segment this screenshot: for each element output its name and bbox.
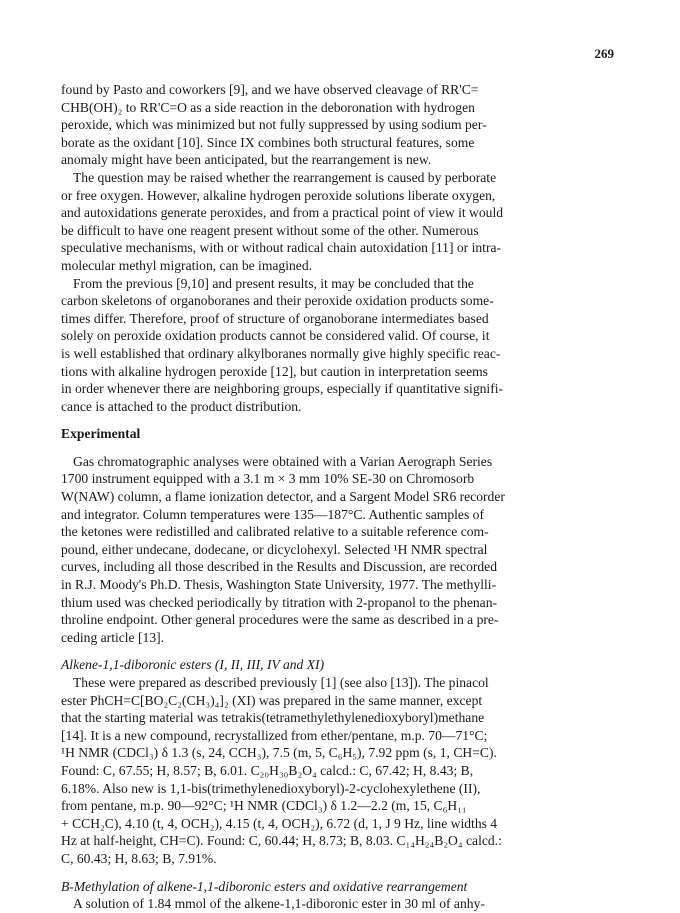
text-line: pound, either undecane, dodecane, or dicyclohexyl. Selected ¹H NMR spectral: [61, 541, 488, 557]
subheading-b-methylation: B-Methylation of alkene-1,1-diboronic esters and oxidative rearrangement: [61, 878, 468, 894]
text-line: anomaly might have been anticipated, but the rearrangement is new.: [61, 152, 432, 168]
b-methylation-paragraph: [61, 895, 621, 913]
text-line: carbon skeletons of organoboranes and their peroxide oxidation products some-: [61, 293, 494, 309]
text-line: ceding article [13].: [61, 629, 165, 645]
text-line: ester PhCH=C[BO₂C₂(CH₃)₄]₂ (XI) was prepared in the same manner, except: [61, 692, 483, 708]
text-line: Hz at half-height, CH=C). Found: C, 60.44; H, 8.73; B, 8.03. C₁₄H₂₄B₂O₄ calcd.:: [61, 833, 502, 849]
text-line: 1700 instrument equipped with a 3.1 m × 3 mm 10% SE-30 on Chromosorb: [61, 471, 475, 487]
article-body: [61, 81, 621, 913]
text-line: From the previous [9,10] and present results, it may be concluded that the: [73, 275, 474, 291]
text-line: times differ. Therefore, proof of structure of organoborane intermediates based: [61, 310, 489, 326]
text-line: in order whenever there are neighboring groups, especially if quantitative signifi-: [61, 381, 504, 397]
text-line: is well established that ordinary alkylboranes normally give highly specific reac-: [61, 345, 501, 361]
text-line: Gas chromatographic analyses were obtained with a Varian Aerograph Series: [73, 453, 493, 469]
text-line: CHB(OH)₂ to RR'C=O as a side reaction in the deboronation with hydrogen: [61, 99, 475, 115]
paragraph-2: [61, 169, 621, 275]
text-line: be difficult to have one reagent present without some of the other. Numerous: [61, 222, 479, 238]
text-line: + CCH₂C), 4.10 (t, 4, OCH₂), 4.15 (t, 4, OCH₂), 6.72 (d, 1, J 9 Hz, line widths 4: [61, 815, 498, 831]
text-line: curves, including all those described in the Results and Discussion, are recorded: [61, 559, 498, 575]
text-line: tions with alkaline hydrogen peroxide [12], but caution in interpretation seems: [61, 363, 488, 379]
text-line: The question may be raised whether the rearrangement is caused by perborate: [73, 169, 497, 185]
text-line: ¹H NMR (CDCl₃) δ 1.3 (s, 24, CCH₃), 7.5 (m, 5, C₆H₅), 7.92 ppm (s, 1, CH=C).: [61, 745, 497, 761]
page-number: 269: [594, 46, 614, 61]
text-line: C, 60.43; H, 8.63; B, 7.91%.: [61, 850, 217, 866]
text-line: throline endpoint. Other general procedures were the same as described in a pre-: [61, 612, 499, 628]
paragraph-3: [61, 275, 621, 416]
text-line: speculative mechanisms, with or without radical chain autoxidation [11] or intra-: [61, 240, 502, 256]
subheading-diboronic-esters: Alkene-1,1-diboronic esters (I, II, III, IV and XI): [61, 657, 325, 673]
text-line: borate as the oxidant [10]. Since IX combines both structural features, some: [61, 134, 475, 150]
text-line: thium used was checked periodically by titration with 2-propanol to the phenan-: [61, 594, 498, 610]
text-line: A solution of 1.84 mmol of the alkene-1,1-diboronic ester in 30 ml of anhy-: [73, 896, 485, 912]
paragraph-1: [61, 81, 621, 169]
text-line: W(NAW) column, a flame ionization detector, and a Sargent Model SR6 recorder: [61, 489, 505, 505]
text-line: or free oxygen. However, alkaline hydrogen peroxide solutions liberate oxygen,: [61, 187, 496, 203]
experimental-paragraph: [61, 453, 621, 647]
text-line: in R.J. Moody's Ph.D. Thesis, Washington State University, 1977. The methylli-: [61, 577, 497, 593]
diboronic-esters-paragraph: [61, 674, 621, 868]
text-line: [14]. It is a new compound, recrystallized from ether/pentane, m.p. 70—71°C;: [61, 727, 488, 743]
text-line: molecular methyl migration, can be imagined.: [61, 257, 313, 273]
text-line: cance is attached to the product distribution.: [61, 398, 302, 414]
text-line: and autoxidations generate peroxides, and from a practical point of view it would: [61, 205, 504, 221]
text-line: found by Pasto and coworkers [9], and we have observed cleavage of RR'C=: [61, 82, 479, 97]
text-line: that the starting material was tetrakis(tetramethylethylenedioxyboryl)methane: [61, 710, 485, 726]
text-line: These were prepared as described previously [1] (see also [13]). The pinacol: [73, 675, 489, 690]
text-line: 6.18%. Also new is 1,1-bis(trimethylenedioxyboryl)-2-cyclohexylethene (II),: [61, 780, 481, 796]
text-line: and integrator. Column temperatures were 135—187°C. Authentic samples of: [61, 506, 484, 522]
text-line: Found: C, 67.55; H, 8.57; B, 6.01. C₂₀H₃₀B₂O₄ calcd.: C, 67.42; H, 8.43; B,: [61, 762, 474, 778]
text-line: from pentane, m.p. 90—92°C; ¹H NMR (CDCl₃) δ 1.2—2.2 (m, 15, C₆H₁₁: [61, 798, 467, 814]
section-heading-experimental: Experimental: [61, 426, 141, 442]
text-line: solely on peroxide oxidation products cannot be considered valid. Of course, it: [61, 328, 490, 344]
text-line: the ketones were redistilled and calibrated relative to a suitable reference com-: [61, 524, 489, 540]
text-line: peroxide, which was minimized but not fully suppressed by using sodium per-: [61, 117, 487, 133]
